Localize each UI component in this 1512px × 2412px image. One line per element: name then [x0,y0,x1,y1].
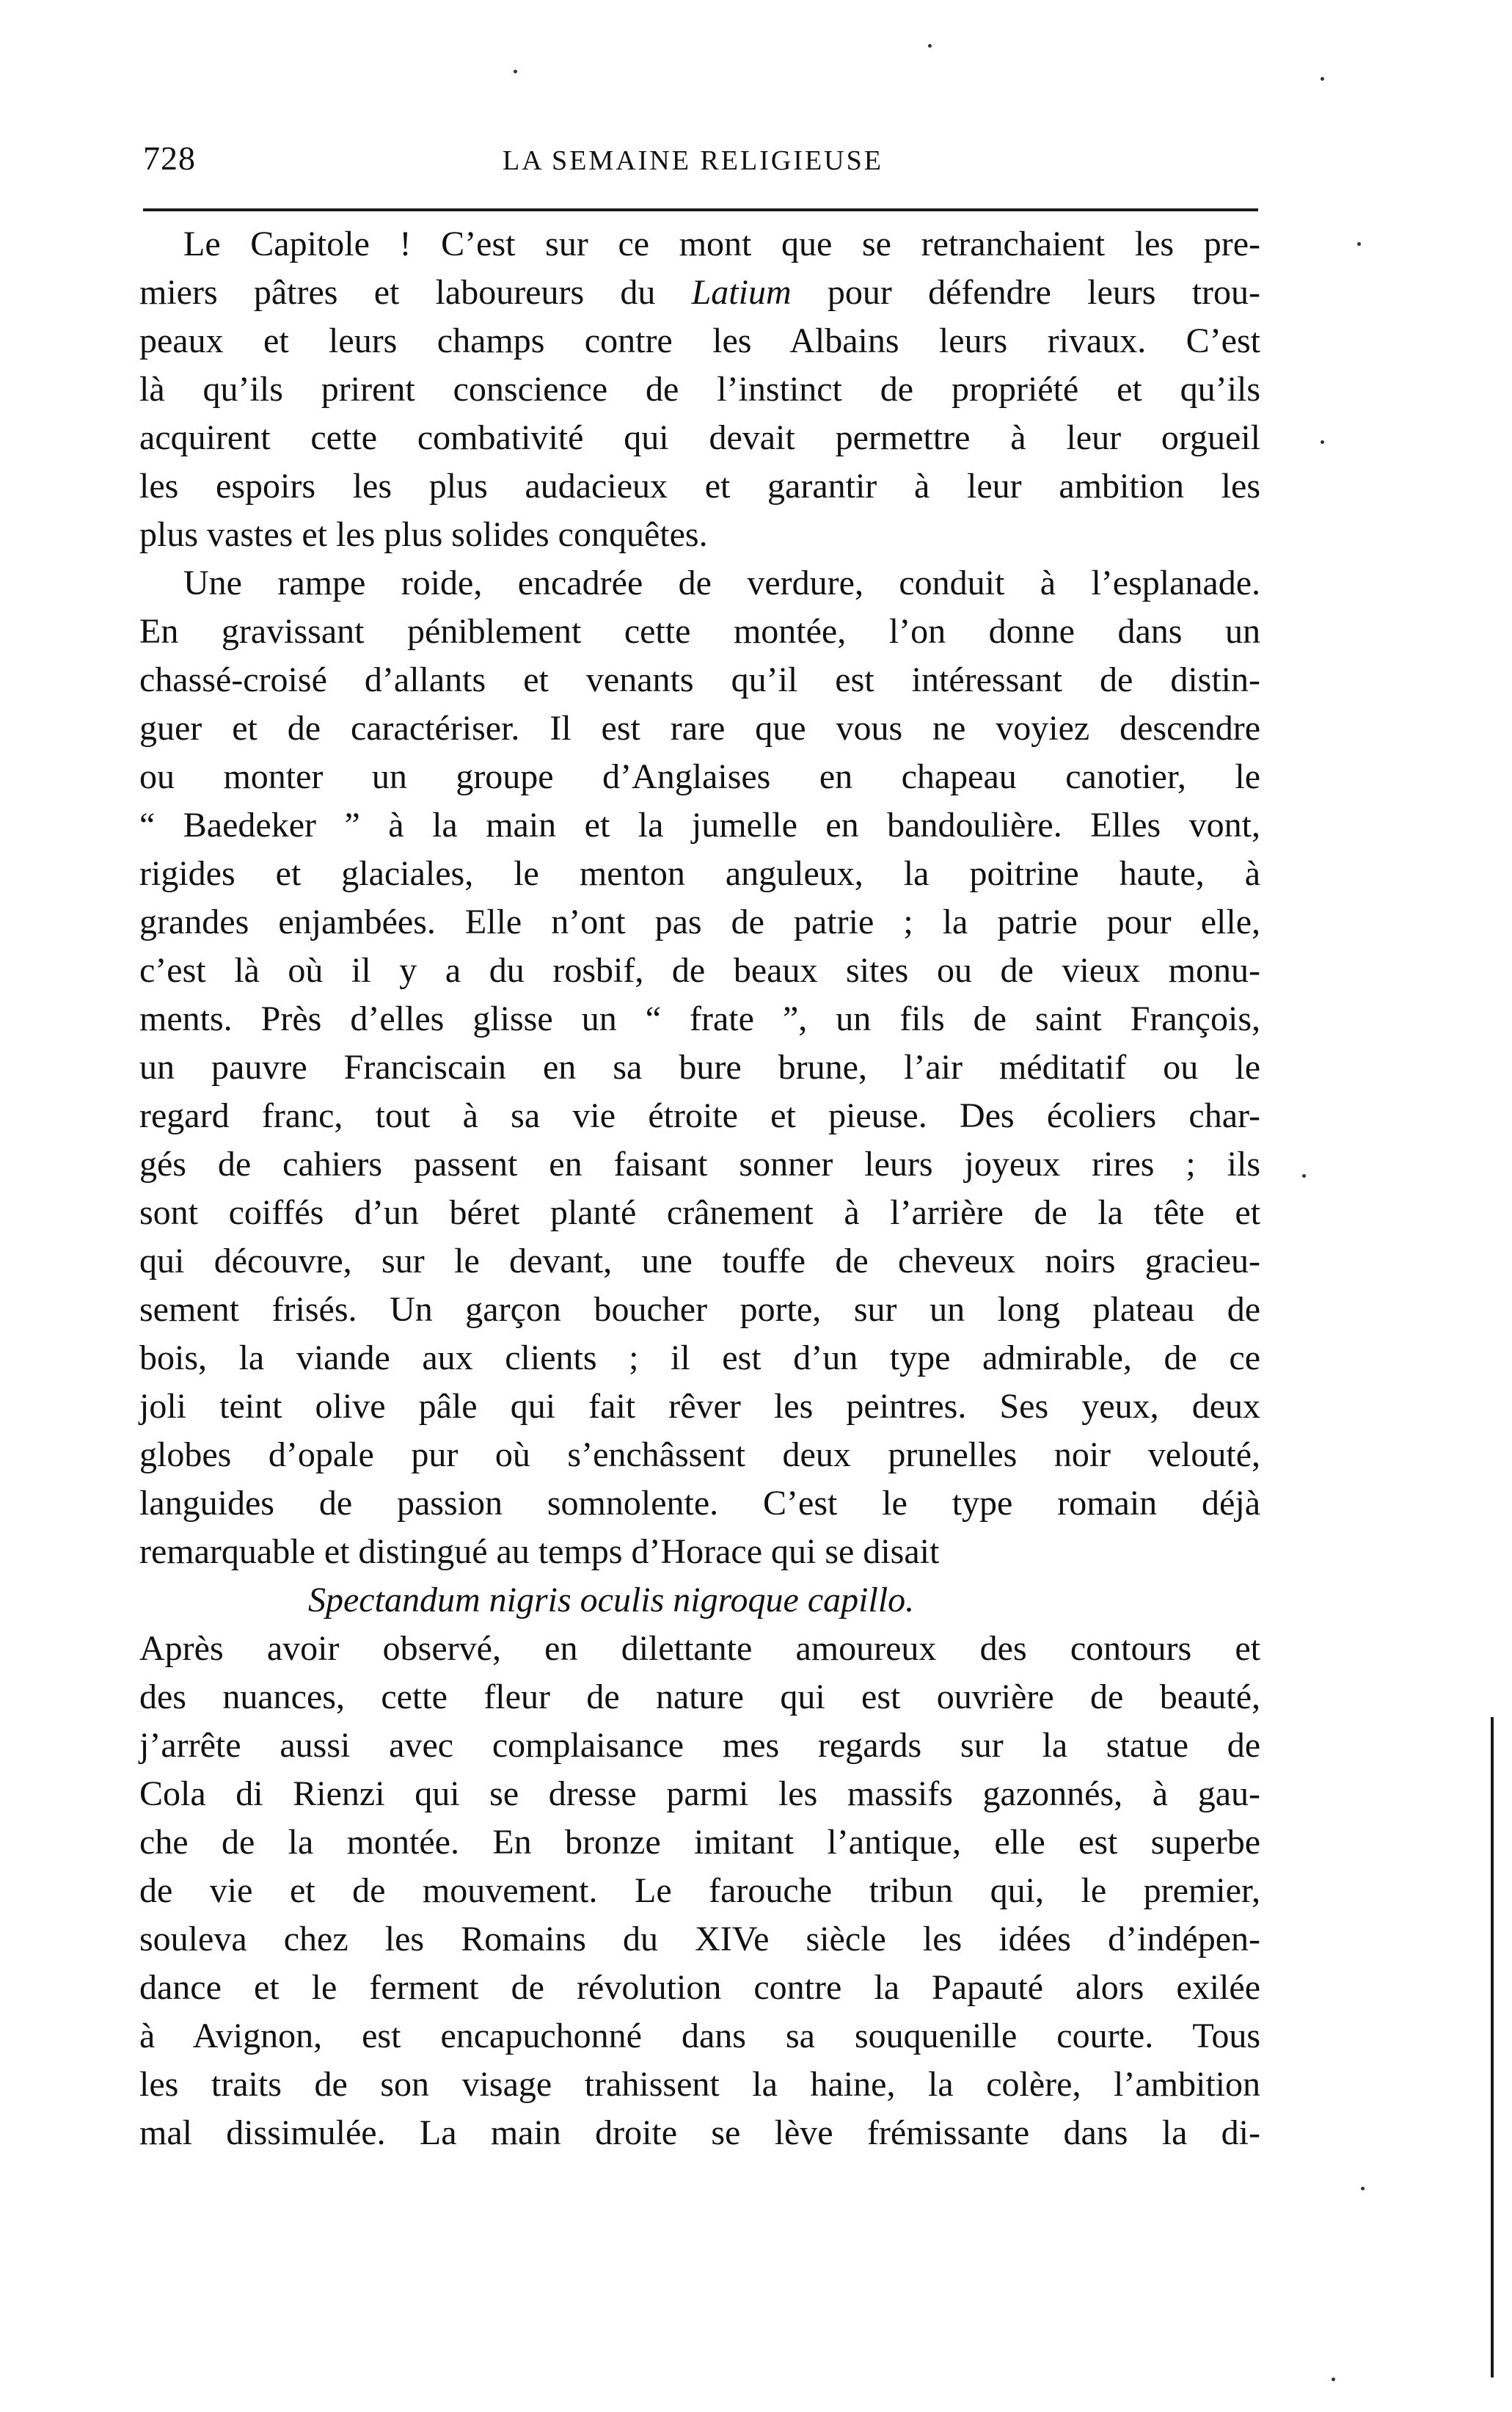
text-line: regard franc, tout à sa vie étroite et pieuse. Des écoliers char- [139,1096,1260,1135]
page-number: 728 [143,139,196,177]
text-line: qui découvre, sur le devant, une touffe de cheveux noirs gracieu- [139,1242,1260,1280]
text-line: les espoirs les plus audacieux et garantir à leur ambition les [139,467,1260,506]
text-line: grandes enjambées. Elle n’ont pas de patrie ; la patrie pour elle, [139,903,1260,941]
text-line: “ Baedeker ” à la main et la jumelle en bandoulière. Elles vont, [139,806,1260,845]
text-line: ou monter un groupe d’Anglaises en chapeau canotier, le [139,757,1260,796]
scan-speck [1321,440,1324,444]
text-line: globes d’opale pur où s’enchâssent deux prunelles noir velouté, [139,1435,1260,1474]
scan-speck [1361,2187,1365,2190]
text-line: plus vastes et les plus solides conquêtes. [139,515,708,554]
latin-quotation: Spectandum nigris oculis nigroque capillo. [308,1581,915,1619]
body-text [139,220,1260,2157]
text-line: à Avignon, est encapuchonné dans sa souquenille courte. Tous [139,2016,1260,2055]
text-line: En gravissant péniblement cette montée, l’on donne dans un [139,612,1260,651]
text-line: c’est là où il y a du rosbif, de beaux sites ou de vieux monu- [139,951,1260,990]
text-line: sement frisés. Un garçon boucher porte, sur un long plateau de [139,1290,1260,1329]
scan-speck [1357,242,1361,246]
text-line: un pauvre Franciscain en sa bure brune, l’air méditatif ou le [139,1048,1260,1087]
scan-speck [1321,77,1324,81]
header-rule [143,208,1258,211]
text-line: chassé-croisé d’allants et venants qu’il est intéressant de distin- [139,660,1260,699]
text-line: souleva chez les Romains du XIVe siècle les idées d’indépen- [139,1920,1260,1959]
text-line: j’arrête aussi avec complaisance mes regards sur la statue de [139,1726,1260,1765]
scan-speck [514,70,517,73]
text-line: des nuances, cette fleur de nature qui est ouvrière de beauté, [139,1677,1260,1716]
text-line: bois, la viande aux clients ; il est d’un type admirable, de ce [139,1338,1260,1377]
text-line: languides de passion somnolente. C’est le type romain déjà [139,1484,1260,1523]
text-line: gés de cahiers passent en faisant sonner leurs joyeux rires ; ils [139,1145,1260,1184]
scan-edge-line [1491,1717,1494,2378]
text-line: mal dissimulée. La main droite se lève frémissante dans la di- [139,2113,1260,2152]
text-line: dance et le ferment de révolution contre la Papauté alors exilée [139,1968,1260,2007]
text-line: remarquable et distingué au temps d’Horace qui se disait [139,1532,940,1571]
text-line: Le Capitole ! C’est sur ce mont que se retranchaient les pre- [183,225,1260,263]
text-line: joli teint olive pâle qui fait rêver les peintres. Ses yeux, deux [139,1387,1260,1426]
text-line: les traits de son visage trahissent la haine, la colère, l’ambition [139,2065,1260,2104]
page-header [143,138,1258,182]
text-line: peaux et leurs champs contre les Albains leurs rivaux. C’est [139,321,1260,360]
text-line: che de la montée. En bronze imitant l’antique, elle est superbe [139,1823,1260,1862]
text-line: rigides et glaciales, le menton anguleux, la poitrine haute, à [139,854,1260,893]
text-line: sont coiffés d’un béret planté crânement à l’arrière de la tête et [139,1193,1260,1232]
text-line: Après avoir observé, en dilettante amoureux des contours et [139,1629,1260,1668]
text-line: guer et de caractériser. Il est rare que vous ne voyiez descendre [139,709,1260,748]
scan-speck [1332,2378,1335,2381]
scan-speck [928,44,932,48]
text-line: là qu’ils prirent conscience de l’instinct de propriété et qu’ils [139,370,1260,409]
text-line: ments. Près d’elles glisse un “ frate ”, un fils de saint François, [139,999,1260,1038]
running-title: LA SEMAINE RELIGIEUSE [503,145,883,176]
text-line: acquirent cette combativité qui devait permettre à leur orgueil [139,418,1260,457]
text-line: miers pâtres et laboureurs du Latium pour défendre leurs trou- [139,273,1261,312]
text-line: Cola di Rienzi qui se dresse parmi les massifs gazonnés, à gau- [139,1774,1260,1813]
text-line: Une rampe roide, encadrée de verdure, conduit à l’esplanade. [183,564,1260,602]
scan-speck [1302,1174,1306,1178]
text-line: de vie et de mouvement. Le farouche tribun qui, le premier, [139,1871,1260,1910]
